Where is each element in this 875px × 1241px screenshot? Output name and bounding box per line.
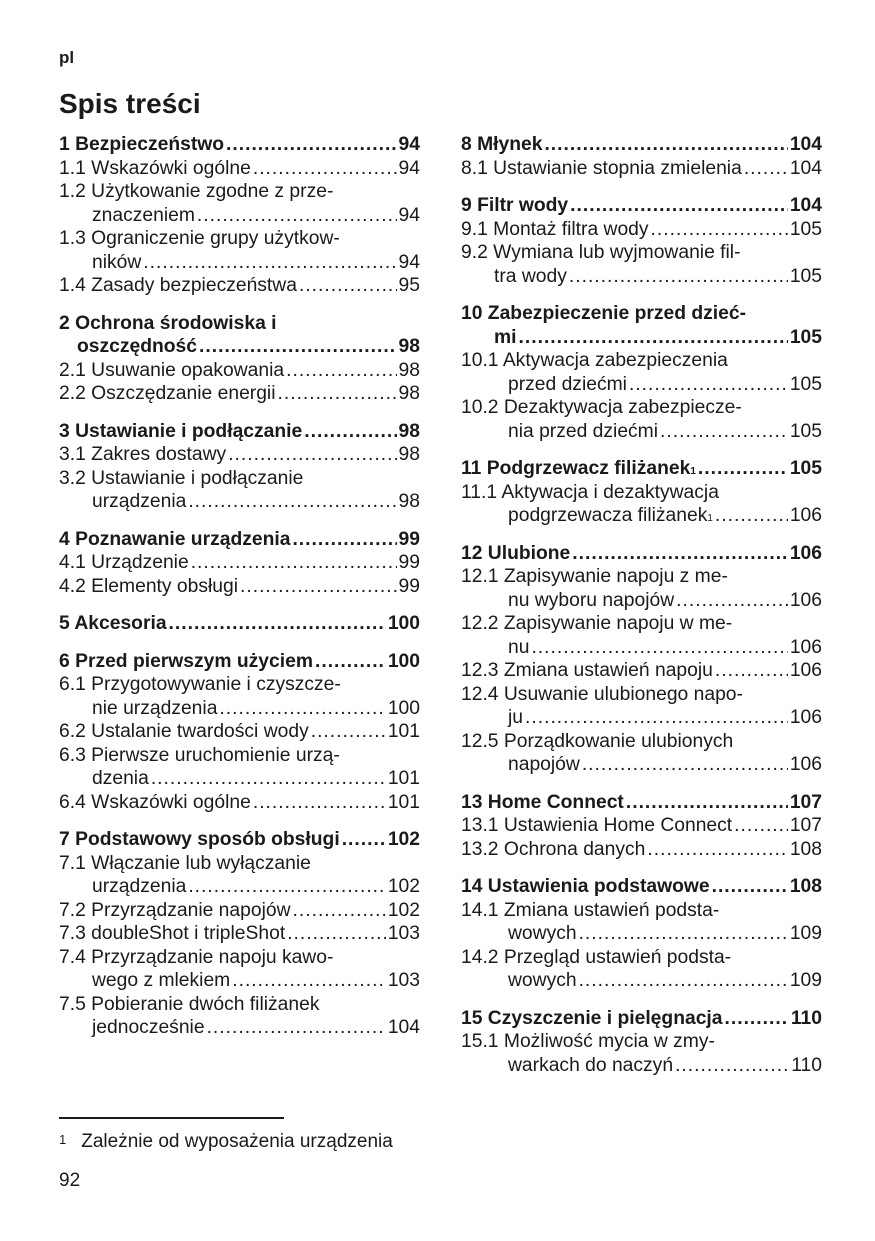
toc-entry[interactable]	[461, 481, 822, 505]
toc-page-number: 95	[398, 275, 420, 296]
toc-chapter-entry[interactable]	[461, 133, 822, 157]
toc-section	[59, 312, 420, 406]
toc-section	[59, 528, 420, 599]
toc-page-number: 103	[387, 970, 420, 991]
toc-page-number: 98	[398, 359, 420, 381]
dot-leader	[188, 490, 396, 514]
toc-entry[interactable]	[461, 349, 822, 373]
dot-leader	[292, 528, 396, 552]
toc-entry[interactable]	[461, 565, 822, 589]
dot-leader	[278, 382, 397, 406]
toc-page-number: 100	[387, 613, 420, 634]
toc-page-number: 102	[387, 829, 420, 850]
toc-entry[interactable]	[461, 1030, 822, 1054]
toc-page-number: 101	[387, 791, 420, 813]
toc-page-number: 99	[398, 575, 420, 597]
toc-entry[interactable]	[59, 180, 420, 204]
toc-page-number: 108	[789, 876, 822, 897]
toc-page-number: 101	[387, 768, 420, 789]
toc-entry-title: 15 Czyszczenie i pielęgnacja	[461, 1007, 723, 1029]
toc-entry[interactable]	[59, 946, 420, 970]
toc-section	[59, 133, 420, 298]
dot-leader	[579, 922, 788, 946]
toc-entry-title: 12 Ulubione	[461, 542, 571, 564]
toc-entry-title: 10 Zabezpieczenie przed dzieć-	[461, 303, 747, 324]
toc-chapter-entry[interactable]	[461, 326, 822, 350]
toc-entry[interactable]	[461, 420, 822, 444]
dot-leader	[197, 204, 397, 228]
toc-entry[interactable]	[461, 157, 822, 181]
toc-page-number: 106	[789, 660, 822, 681]
toc-entry-title: 3.2 Ustawianie i podłączanie	[59, 467, 304, 489]
toc-entry-title: 9 Filtr wody	[461, 195, 569, 216]
toc-entry[interactable]	[59, 157, 420, 181]
toc-entry-title: 13 Home Connect	[461, 791, 624, 813]
toc-entry-title: dzenia	[92, 768, 149, 789]
toc-entry-title: 7.4 Przyrządzanie napoju kawo-	[59, 946, 334, 968]
dot-leader	[647, 838, 787, 862]
dot-leader	[315, 650, 386, 674]
toc-entry-title: 9.2 Wymiana lub wyjmowanie fil-	[461, 242, 741, 263]
toc-page-number: 105	[789, 373, 822, 395]
dot-leader	[531, 636, 787, 660]
toc-section	[461, 133, 822, 180]
toc-entry-title: znaczeniem	[92, 204, 195, 226]
toc-entry-title: mi	[494, 326, 517, 348]
language-tag: pl	[59, 48, 75, 67]
toc-page-number: 99	[398, 552, 420, 573]
toc-page-number: 105	[789, 458, 822, 479]
page-number: 92	[59, 1170, 81, 1191]
toc-section	[461, 457, 822, 528]
toc-entry-title: 6.1 Przygotowywanie i czyszcze-	[59, 674, 341, 695]
toc-section	[461, 194, 822, 288]
toc-entry-title: nu wyboru napojów	[508, 589, 675, 611]
toc-section	[461, 875, 822, 993]
toc-chapter-entry[interactable]	[461, 791, 822, 815]
toc-page-number: 105	[789, 265, 822, 287]
dot-leader	[626, 791, 788, 815]
toc-entry-title: 7.3 doubleShot i tripleShot	[59, 923, 286, 944]
toc-entry[interactable]	[59, 767, 420, 791]
toc-entry-title: 11.1 Aktywacja i dezaktywacja	[461, 481, 719, 503]
toc-page-number: 94	[398, 251, 420, 273]
toc-page-number: 103	[387, 923, 420, 944]
toc-entry-title: 13.2 Ochrona danych	[461, 838, 646, 860]
toc-entry-title: warkach do naczyń	[508, 1054, 674, 1076]
dot-leader	[287, 922, 386, 946]
toc-entry-title: wowych	[508, 923, 577, 944]
toc-page-number: 109	[789, 923, 822, 944]
toc-entry[interactable]	[59, 993, 420, 1017]
dot-leader	[572, 542, 788, 566]
toc-entry[interactable]	[461, 659, 822, 683]
toc-entry[interactable]	[59, 359, 420, 383]
toc-page-number: 98	[398, 336, 420, 357]
toc-chapter-entry[interactable]	[59, 133, 420, 157]
toc-entry[interactable]	[461, 218, 822, 242]
dot-leader	[744, 157, 788, 181]
toc-entry[interactable]	[59, 697, 420, 721]
toc-entry-title: nia przed dziećmi	[508, 420, 659, 442]
dot-leader	[304, 420, 396, 444]
toc-chapter-entry[interactable]	[461, 302, 822, 326]
toc-chapter-entry[interactable]	[59, 650, 420, 674]
toc-entry[interactable]	[461, 969, 822, 993]
dot-leader	[725, 1007, 789, 1031]
toc-entry-title: 3 Ustawianie i podłączanie	[59, 420, 303, 442]
toc-page-number: 94	[398, 204, 420, 226]
toc-chapter-entry[interactable]	[59, 828, 420, 852]
toc-chapter-entry[interactable]	[59, 528, 420, 552]
dot-leader	[169, 612, 386, 636]
toc-entry[interactable]	[59, 720, 420, 744]
toc-entry[interactable]	[59, 922, 420, 946]
toc-page-number: 98	[398, 491, 420, 512]
toc-entry-title: wego z mlekiem	[92, 970, 231, 991]
toc-entry-title: nie urządzenia	[92, 697, 218, 719]
toc-chapter-entry[interactable]	[461, 194, 822, 218]
toc-section	[461, 302, 822, 443]
dot-leader	[342, 828, 386, 852]
toc-chapter-entry[interactable]	[59, 420, 420, 444]
toc-entry[interactable]	[461, 265, 822, 289]
dot-leader	[525, 706, 788, 730]
toc-entry-title: 1 Bezpieczeństwo	[59, 134, 225, 155]
toc-entry-title: 11 Podgrzewacz filiżanek	[461, 458, 691, 479]
toc-entry-title: 7.5 Pobieranie dwóch filiżanek	[59, 993, 320, 1015]
toc-entry-title: 12.2 Zapisywanie napoju w me-	[461, 613, 733, 634]
toc-chapter-entry[interactable]: 11 Podgrzewacz filiżanek 1 ..... 105	[461, 457, 822, 481]
dot-leader	[715, 504, 788, 528]
toc-entry-title: 8.1 Ustawianie stopnia zmielenia	[461, 157, 742, 179]
toc-entry-title: 7.2 Przyrządzanie napojów	[59, 899, 291, 921]
dot-leader	[660, 420, 788, 444]
toc-entry-title: napojów	[508, 754, 580, 775]
toc-entry-title: 1.2 Użytkowanie zgodne z prze-	[59, 181, 334, 202]
toc-page-number: 106	[789, 636, 822, 658]
toc-page-number: 109	[789, 970, 822, 991]
toc-entry-title: 12.4 Usuwanie ulubionego napo-	[461, 683, 743, 705]
toc-page-number: 107	[789, 791, 822, 813]
dot-leader	[219, 697, 385, 721]
toc-page-number: 94	[398, 157, 420, 179]
dot-leader	[579, 969, 788, 993]
toc-page-number: 108	[789, 838, 822, 860]
toc-page-number: 110	[790, 1007, 822, 1029]
toc-entry-title: 2.2 Oszczędzanie energii	[59, 383, 276, 404]
toc-entry-title: jednocześnie	[92, 1017, 205, 1038]
toc-entry-title: ników	[92, 251, 142, 273]
toc-page-number: 105	[789, 420, 822, 442]
toc-entry-title: wowych	[508, 970, 577, 991]
toc-chapter-entry[interactable]	[59, 612, 420, 636]
toc-page-number: 106	[789, 542, 822, 564]
toc-page-number: 106	[789, 505, 822, 526]
dot-leader	[253, 791, 386, 815]
toc-entry-title: 15.1 Możliwość mycia w zmy-	[461, 1031, 715, 1052]
toc-entry-title: 1.4 Zasady bezpieczeństwa	[59, 275, 297, 296]
dot-leader	[544, 133, 787, 157]
toc-page-number: 102	[387, 876, 420, 897]
toc-entry[interactable]	[461, 946, 822, 970]
toc-entry[interactable]	[461, 396, 822, 420]
dot-leader	[569, 265, 788, 289]
toc-entry-title: 1.3 Ograniczenie grupy użytkow-	[59, 228, 340, 249]
toc-page-number: 100	[387, 650, 420, 672]
dot-leader	[240, 575, 397, 599]
toc-page-number: 106	[789, 707, 822, 728]
toc-chapter-entry[interactable]	[461, 1007, 822, 1031]
toc-entry[interactable]	[59, 204, 420, 228]
toc-entry[interactable]	[461, 838, 822, 862]
toc-entry[interactable]	[461, 1054, 822, 1078]
toc-entry-title: 4 Poznawanie urządzenia	[59, 528, 291, 550]
toc-entry-title: 6 Przed pierwszym użyciem	[59, 650, 313, 672]
toc-page-number: 107	[789, 815, 822, 836]
dot-leader	[226, 133, 397, 157]
toc-section	[461, 542, 822, 777]
toc-entry-title: 1.1 Wskazówki ogólne	[59, 157, 251, 179]
toc-page-number: 98	[398, 444, 420, 465]
toc-entry-title: 7 Podstawowy sposób obsługi	[59, 829, 340, 850]
toc-page-number: 104	[789, 195, 822, 216]
toc-entry-title: 3.1 Zakres dostawy	[59, 444, 227, 465]
toc-column-left	[59, 133, 420, 1054]
toc-chapter-entry[interactable]	[461, 542, 822, 566]
toc-entry-title: 13.1 Ustawienia Home Connect	[461, 815, 733, 836]
toc-section	[461, 1007, 822, 1078]
dot-leader	[712, 875, 788, 899]
toc-entry-title: tra wody	[494, 265, 567, 287]
toc-entry[interactable]	[59, 852, 420, 876]
toc-entry-title: 10.2 Dezaktywacja zabezpiecze-	[461, 397, 742, 418]
toc-page-number: 105	[789, 218, 822, 240]
toc-entry[interactable]	[461, 373, 822, 397]
dot-leader	[676, 589, 788, 613]
toc-section	[59, 612, 420, 636]
dot-leader	[675, 1054, 789, 1078]
footnote-text: Zależnie od wyposażenia urządzenia	[81, 1131, 393, 1152]
toc-entry[interactable]	[461, 241, 822, 265]
toc-page-number: 101	[387, 721, 420, 742]
toc-entry-title: przed dziećmi	[508, 373, 627, 395]
toc-section	[59, 420, 420, 514]
toc-entry[interactable]	[59, 1016, 420, 1040]
dot-leader	[188, 875, 386, 899]
toc-entry-title: 6.4 Wskazówki ogólne	[59, 791, 251, 813]
dot-leader	[311, 720, 386, 744]
toc-page-number: 104	[387, 1017, 420, 1038]
dot-leader	[570, 194, 788, 218]
toc-page-number: 104	[789, 134, 822, 155]
footnote	[59, 1131, 393, 1153]
toc-entry-title: 12.5 Porządkowanie ulubionych	[461, 730, 734, 752]
toc-entry-title: podgrzewacza filiżanek	[508, 505, 708, 526]
dot-leader	[293, 899, 386, 923]
toc-page-number: 106	[789, 754, 822, 775]
toc-entry-title: 2 Ochrona środowiska i	[59, 312, 277, 334]
toc-entry[interactable]	[461, 589, 822, 613]
dot-leader	[698, 457, 788, 481]
toc-page-number: 100	[387, 697, 420, 719]
toc-page-number: 106	[789, 589, 822, 611]
toc-page-number: 98	[398, 420, 420, 442]
toc-entry[interactable]	[59, 791, 420, 815]
toc-chapter-entry[interactable]	[59, 312, 420, 336]
toc-entry[interactable]	[59, 443, 420, 467]
toc-entry[interactable]	[59, 227, 420, 251]
dot-leader	[232, 969, 386, 993]
toc-entry-title: 5 Akcesoria	[59, 613, 167, 634]
dot-leader	[143, 251, 396, 275]
toc-entry-title: 8 Młynek	[461, 134, 543, 155]
dot-leader	[734, 814, 788, 838]
toc-entry-title: 14.2 Przegląd ustawień podsta-	[461, 946, 732, 968]
dot-leader	[228, 443, 396, 467]
toc-page-number: 94	[398, 134, 420, 155]
dot-leader	[715, 659, 788, 683]
toc-entry-title: 9.1 Montaż filtra wody	[461, 218, 649, 240]
toc-page-number: 99	[398, 528, 420, 550]
toc-entry-title: 6.2 Ustalanie twardości wody	[59, 721, 309, 742]
toc-entry[interactable]	[461, 706, 822, 730]
footnote-mark: 1	[59, 1132, 67, 1147]
dot-leader	[253, 157, 397, 181]
dot-leader	[629, 373, 788, 397]
toc-entry-title: 12.3 Zmiana ustawień napoju	[461, 660, 713, 681]
toc-entry-title: 6.3 Pierwsze uruchomienie urzą-	[59, 744, 340, 766]
footnote-divider	[59, 1117, 284, 1119]
toc-entry[interactable]	[59, 744, 420, 768]
toc-entry-title: ju	[508, 707, 524, 728]
toc-entry[interactable]	[461, 636, 822, 660]
dot-leader	[207, 1016, 386, 1040]
toc-entry[interactable]	[59, 575, 420, 599]
toc-page-number: 105	[789, 326, 822, 348]
toc-entry[interactable]	[59, 899, 420, 923]
toc-chapter-entry[interactable]	[59, 335, 420, 359]
dot-leader	[582, 753, 788, 777]
toc-page-number: 98	[398, 383, 420, 404]
toc-entry-title: 12.1 Zapisywanie napoju z me-	[461, 566, 728, 587]
toc-entry[interactable]	[59, 382, 420, 406]
toc-entry[interactable]	[59, 274, 420, 298]
toc-entry[interactable]	[461, 753, 822, 777]
toc-entry[interactable]	[59, 251, 420, 275]
dot-leader	[651, 218, 788, 242]
toc-entry[interactable]	[59, 875, 420, 899]
toc-entry-title: 4.2 Elementy obsługi	[59, 575, 238, 597]
toc-entry-title: nu	[508, 636, 530, 658]
toc-entry[interactable]	[59, 551, 420, 575]
toc-entry[interactable]	[461, 612, 822, 636]
toc-page-number: 104	[789, 157, 822, 179]
toc-entry-title: oszczędność	[77, 336, 198, 357]
toc-entry-title: urządzenia	[92, 491, 187, 512]
toc-entry-title: 14.1 Zmiana ustawień podsta-	[461, 899, 720, 921]
toc-entry-title: 7.1 Włączanie lub wyłączanie	[59, 852, 311, 874]
toc-entry[interactable]	[461, 922, 822, 946]
toc-section	[59, 828, 420, 1040]
dot-leader	[299, 274, 397, 298]
dot-leader	[151, 767, 386, 791]
dot-leader	[519, 326, 788, 350]
toc-entry-title: 10.1 Aktywacja zabezpieczenia	[461, 350, 728, 371]
toc-entry-title: 2.1 Usuwanie opakowania	[59, 359, 285, 381]
toc-entry[interactable]	[59, 490, 420, 514]
toc-entry-title: 14 Ustawienia podstawowe	[461, 876, 710, 897]
toc-entry[interactable]	[461, 899, 822, 923]
toc-chapter-entry[interactable]	[461, 875, 822, 899]
toc-column-right	[461, 133, 822, 1091]
toc-section	[59, 650, 420, 815]
toc-entry[interactable]	[461, 814, 822, 838]
toc-section	[461, 791, 822, 862]
toc-entry[interactable]	[461, 683, 822, 707]
dot-leader	[199, 335, 397, 359]
toc-entry[interactable]	[461, 730, 822, 754]
toc-entry[interactable]	[59, 467, 420, 491]
toc-page-number: 102	[387, 899, 420, 921]
toc-entry-title: urządzenia	[92, 876, 187, 897]
page-title: Spis treści	[59, 88, 201, 119]
toc-entry[interactable]	[59, 969, 420, 993]
toc-entry[interactable]: podgrzewacza filiżanek 1 ..... 106	[461, 504, 822, 528]
toc-entry-title: 4.1 Urządzenie	[59, 552, 189, 573]
toc-entry[interactable]	[59, 673, 420, 697]
toc-page-number: 110	[791, 1054, 822, 1076]
dot-leader	[191, 551, 397, 575]
dot-leader	[286, 359, 396, 383]
